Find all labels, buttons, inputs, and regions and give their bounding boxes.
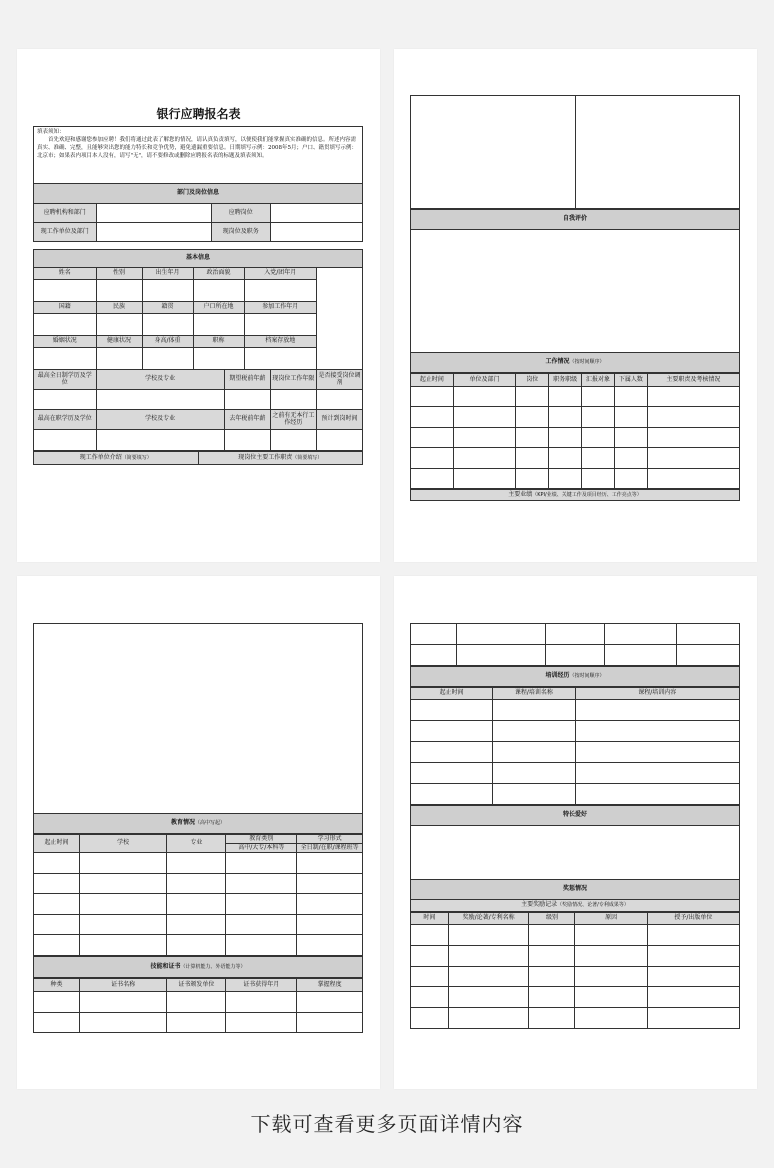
table-row[interactable] [411,645,740,666]
main-perf-box[interactable] [34,624,363,814]
field-title[interactable] [193,348,244,370]
field-apply-org[interactable] [96,204,211,223]
unit-intro-header [34,452,199,465]
col-edu-period: 起止时间 [34,835,80,853]
col-edu-type: 教育类别 [226,835,297,844]
label-school-major: 学校及专业 [96,370,224,390]
col-work-unit: 单位及部门 [453,374,516,387]
col-train-name: 课程/培训名称 [493,688,575,700]
dept-section [33,183,363,242]
label-work-start: 参加工作年月 [244,302,316,314]
section-edu [34,814,363,834]
table-row[interactable] [411,469,740,489]
label-birth: 出生年月 [142,268,193,280]
skills-label: 技能和证书 [150,962,181,970]
col-work-report: 汇报对象 [582,374,615,387]
training-label: 培训经历 [545,672,570,680]
col-train-content: 课程/培训内容 [575,688,740,700]
photo-area[interactable] [316,268,362,370]
label-political: 政治面貌 [193,268,244,280]
page2-form [410,95,740,501]
label-height-weight: 身高/体重 [142,336,193,348]
field-birth[interactable] [142,280,193,302]
col-edu-form: 学习形式 [297,835,363,844]
label-apply-org: 应聘机构和部门 [34,204,97,223]
table-row[interactable] [411,407,740,428]
duty-desc-note: （简要填写） [292,454,323,461]
unit-intro-box[interactable] [411,96,576,209]
col-work-rank: 职务职级 [549,374,582,387]
section-awards: 奖惩情况 [411,880,740,900]
form-title: 银行应聘报名表 [156,107,241,121]
work-note: （按时间顺序） [569,359,605,366]
label-arrival-time: 预计到岗时间 [316,410,362,430]
col-work-post: 岗位 [516,374,549,387]
label-prior-exp: 之前有无本行工作经历 [270,410,316,430]
label-gender: 性别 [96,268,142,280]
col-work-duties: 主要职责及考核情况 [647,374,739,387]
label-edu-parttime: 最高在职学历及学位 [34,410,97,430]
unit-intro-note: （简要填写） [121,454,152,461]
label-hukou: 户口所在地 [193,302,244,314]
field-hukou[interactable] [193,314,244,336]
field-name[interactable] [34,280,97,302]
field-cur-unit[interactable] [96,223,211,242]
field-cur-years[interactable] [270,390,316,410]
col-award-reason: 原因 [575,913,647,925]
awards-sub-header [411,900,740,912]
col-edu-form-sub: 全日制/在职/课程班等 [297,844,363,853]
label-health: 健康状况 [96,336,142,348]
label-archive: 档案存放地 [244,336,316,348]
label-accept-transfer: 是否接受岗位调剂 [316,370,362,390]
label-native: 籍贯 [142,302,193,314]
field-health[interactable] [96,348,142,370]
label-cur-unit: 现工作单位及部门 [34,223,97,242]
main-perf-note: （KPI/业绩、关键工作及项目经历、工作亮点等） [532,491,642,498]
field-archive[interactable] [244,348,316,370]
label-title: 职称 [193,336,244,348]
main-perf-header [411,490,740,501]
label-apply-post: 应聘岗位 [211,204,270,223]
table-row[interactable] [411,742,740,763]
education-summary [33,369,363,465]
table-row[interactable] [411,946,740,967]
table-row[interactable] [411,624,740,645]
section-basic: 基本信息 [34,250,363,268]
label-name: 姓名 [34,268,97,280]
fill-notice [33,126,363,183]
skills-note: （计算机能力、外语能力等） [180,963,246,970]
field-nationality[interactable] [34,314,97,336]
field-expected-salary[interactable] [224,390,270,410]
label-cur-post: 现岗位及职务 [211,223,270,242]
basic-section [33,249,363,370]
field-accept-transfer[interactable] [316,390,362,410]
table-row[interactable] [411,1008,740,1029]
edu-label: 教育情况 [170,819,195,827]
section-training [411,667,740,687]
table-row[interactable] [34,874,363,894]
table-row[interactable] [411,387,740,407]
label-nationality: 国籍 [34,302,97,314]
label-school-major-2: 学校及专业 [96,410,224,430]
duty-desc-label: 现岗位主要工作职责 [238,453,293,461]
col-skill-date: 证书获得年月 [226,979,297,992]
col-edu-school: 学校 [80,835,167,853]
table-row[interactable] [411,448,740,469]
section-work [411,353,740,373]
field-party-date[interactable] [244,280,316,302]
table-row[interactable] [411,700,740,721]
label-edu-fulltime: 最高全日制学历及学位 [34,370,97,390]
notice-text: 首先欢迎和感谢您参加应聘！我们将通过此表了解您的情况，请认真负责填写，以便使我们能掌握真实准确的信息。所述内容需真实、准确、完整，且能够突出您的能力特长和竞争优势，避免遗漏重要信息。日期填写示例：2008年5月；户口、籍贯填写示例：北京市；如果表内项目本人没有，请写"无"，请不要修改或删除应聘报名表的标题及填表须知。 [37,136,358,159]
unit-intro-label: 现工作单位介绍 [79,453,122,461]
download-caption[interactable]: 下载可查看更多页面详情内容 [250,1112,524,1136]
label-expected-salary: 期望税前年薪 [224,370,270,390]
table-row[interactable] [411,967,740,987]
form-page-4 [394,576,757,1089]
col-award-name: 奖励/论著/专利名称 [448,913,529,925]
training-note: （按时间顺序） [569,673,605,680]
table-row[interactable] [411,784,740,805]
field-school-major[interactable] [96,390,224,410]
field-native[interactable] [142,314,193,336]
table-row[interactable] [34,915,363,935]
label-last-salary: 去年税前年薪 [224,410,270,430]
field-school-major-2[interactable] [96,430,224,451]
table-row[interactable] [34,935,363,956]
table-row[interactable] [411,925,740,946]
col-award-level: 级别 [529,913,575,925]
table-row[interactable] [34,894,363,915]
duty-desc-header [198,452,363,465]
section-dept: 部门及岗位信息 [34,184,363,204]
duty-desc-box[interactable] [575,96,740,209]
field-arrival-time[interactable] [316,430,362,451]
hobbies-box[interactable] [411,826,740,880]
field-height-weight[interactable] [142,348,193,370]
main-perf-label: 主要业绩 [508,490,533,498]
field-gender[interactable] [96,280,142,302]
col-skill-cert: 证书名称 [80,979,167,992]
edu-note: （高中写起） [195,820,226,827]
field-marital[interactable] [34,348,97,370]
col-work-subordinates: 下属人数 [614,374,647,387]
form-page-2 [394,49,757,562]
label-ethnic: 民族 [96,302,142,314]
work-label: 工作情况 [545,358,570,366]
section-skills [34,957,363,978]
col-skill-type: 种类 [34,979,80,992]
label-party-date: 入党/团年月 [244,268,316,280]
field-apply-post[interactable] [270,204,362,223]
page3-form [33,623,363,1033]
col-train-period: 起止时间 [411,688,493,700]
table-row[interactable] [411,987,740,1008]
field-political[interactable] [193,280,244,302]
col-award-issuer: 授予/出版单位 [647,913,739,925]
page4-form [410,623,740,1029]
awards-sub-label: 主要奖励记录 [521,901,558,909]
table-row[interactable] [34,992,363,1013]
col-skill-level: 掌握程度 [297,979,363,992]
table-row[interactable] [34,853,363,874]
table-row[interactable] [411,428,740,448]
field-work-start[interactable] [244,314,316,336]
form-page-1 [17,49,380,562]
section-hobbies: 特长爱好 [411,806,740,826]
section-self-eval: 自我评价 [411,210,740,230]
notice-label: 填表须知： [37,129,65,135]
form-page-3 [17,576,380,1089]
col-award-date: 时间 [411,913,449,925]
field-cur-post[interactable] [270,223,362,242]
label-marital: 婚姻状况 [34,336,97,348]
table-row[interactable] [34,1013,363,1033]
table-row[interactable] [411,763,740,784]
self-eval-box[interactable] [411,230,740,353]
field-ethnic[interactable] [96,314,142,336]
awards-sub-note: （奖励情况、论著/专利成果等） [557,902,629,909]
table-row[interactable] [411,721,740,742]
col-work-period: 起止时间 [411,374,454,387]
field-edu-fulltime[interactable] [34,390,97,410]
field-edu-parttime[interactable] [34,430,97,451]
field-prior-exp[interactable] [270,430,316,451]
col-edu-type-sub: 高中/大专/本科等 [226,844,297,853]
label-cur-years: 现岗位工作年限 [270,370,316,390]
col-edu-major: 专业 [167,835,226,853]
col-skill-issuer: 证书颁发单位 [167,979,226,992]
field-last-salary[interactable] [224,430,270,451]
